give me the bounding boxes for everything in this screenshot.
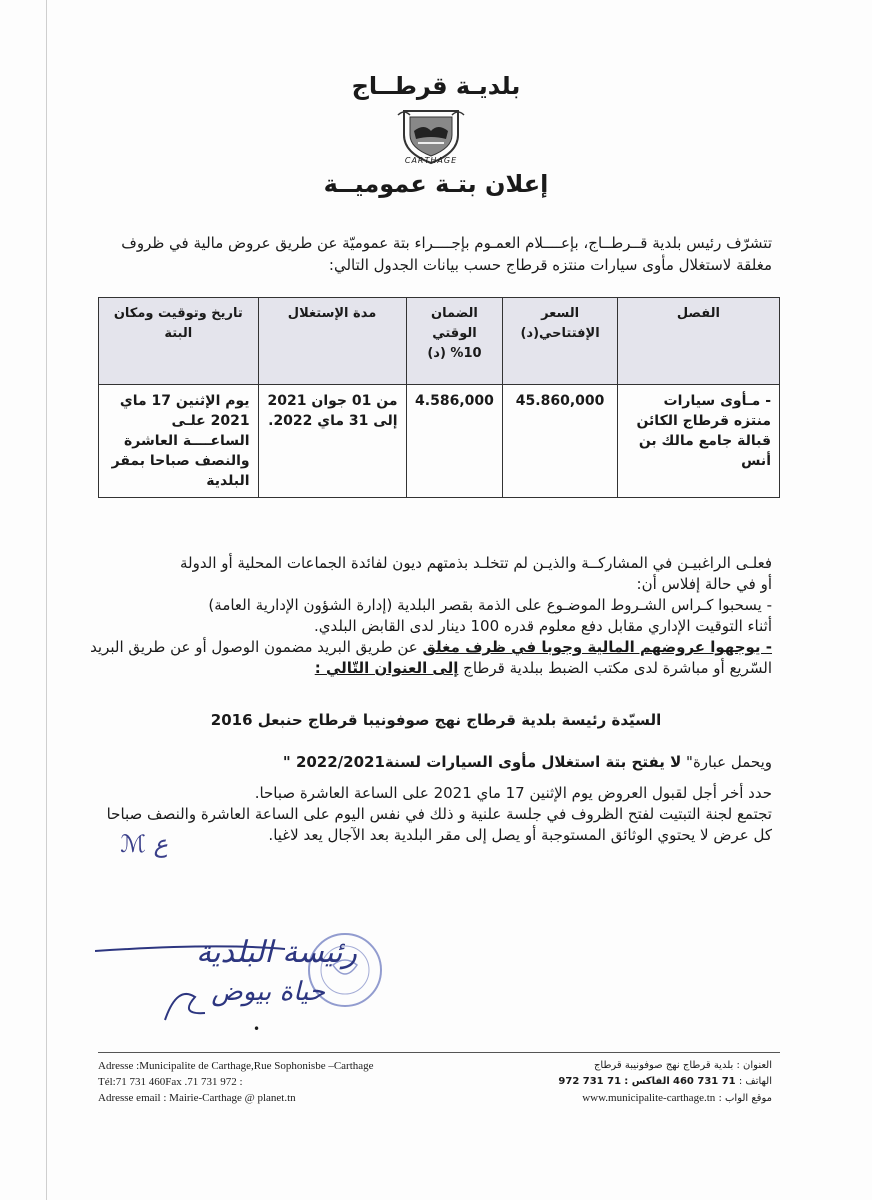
table-row <box>99 385 780 498</box>
header-lot: الفصل <box>617 298 779 385</box>
footer-website-ar <box>472 1090 772 1107</box>
envelope-note-text: لا يفتح بتة استغلال مأوى السيارات لسنة2022/2021 " <box>282 753 682 771</box>
footer-phone-number: 71 731 460 <box>673 1076 736 1087</box>
sealed-offer-emphasis: - يوجهوا عروضهم المالية وجوبا في ظرف مغلق <box>422 638 772 656</box>
mailing-address: السيّدة رئيسة بلدية قرطاج نهج صوفونيبا قرطاج حنبعل 2016 <box>210 711 662 729</box>
footer-phone-fr: Tél:71 731 460Fax .71 731 972 : <box>98 1076 243 1088</box>
announcement-title: إعلان بتـة عموميــة <box>323 170 549 198</box>
footer-fax-number: 71 731 972 <box>558 1076 622 1087</box>
footer-fax-label: الفاكس : <box>624 1076 670 1087</box>
conditions-line: أثناء التوقيت الإداري مقابل دفع معلوم قدره 100 دينار لدى القابض البلدي. <box>314 617 772 635</box>
footer-phone-label: الهاتف : <box>738 1076 772 1087</box>
conditions-line: - يسحبوا كـراس الشـروط الموضـوع على الذمة بقصر البلدية (إدارة الشؤون الإدارية العامة) <box>208 596 772 614</box>
conditions-block <box>72 553 772 679</box>
deadline-line: حدد أخر أجل لقبول العروض يوم الإثنين 17 ماي 2021 على الساعة العاشرة صباحا. <box>254 784 772 802</box>
deadline-line: كل عرض لا يحتوي الوثائق المستوجبة أو يصل إلى مقر البلدية بعد الآجال يعد لاغيا. <box>268 826 772 844</box>
deadline-line: تجتمع لجنة التبتيت لفتح الظروف في جلسة علنية و ذلك في نفس اليوم على الساعة العاشرة والنصف صباحا <box>106 805 772 823</box>
crest-label: CARTHAGE <box>404 156 458 165</box>
signature-name: حياة بيوض <box>211 977 325 1007</box>
table-header-row <box>99 298 780 385</box>
cell-period: من 01 جوان 2021 إلى 31 ماي 2022. <box>258 385 406 498</box>
municipality-name: بلديـة قرطــاج <box>351 72 521 100</box>
footer-right <box>472 1058 772 1107</box>
conditions-line <box>72 658 772 679</box>
conditions-line <box>72 637 772 658</box>
footer-address-ar: العنوان : بلدية قرطاج نهج صوفونيبة قرطاج <box>593 1060 772 1071</box>
footer-address-fr: Adresse :Municipalite de Carthage,Rue Sophonisbe –Carthage <box>98 1060 374 1072</box>
conditions-line: أو في حالة إفلاس أن: <box>636 575 772 593</box>
signature-block <box>95 925 385 1025</box>
footer-left <box>98 1058 428 1106</box>
conditions-line: فعلـى الراغبيـن في المشاركــة والذيـن لم تتخلـد بذمتهم ديون لفائدة الجماعات المحلية أو الدولة <box>180 554 772 572</box>
bid-table <box>98 297 780 498</box>
footer-website-label: موقع الواب : <box>718 1093 772 1104</box>
margin-mark: • <box>253 1022 261 1036</box>
cell-guarantee: 4.586,000 <box>406 385 503 498</box>
cell-price: 45.860,000 <box>503 385 617 498</box>
conditions-text: عن طريق البريد مضمون الوصول أو عن طريق البريد <box>90 638 423 656</box>
address-heading: إلى العنوان التّالي : <box>314 659 459 677</box>
footer-divider <box>98 1052 780 1053</box>
cell-date: يوم الإثنين 17 ماي 2021 علـى الساعــــة العاشرة والنصف صباحا بمقر البلدية <box>99 385 259 498</box>
handwritten-initials: ℳ ع <box>120 830 168 858</box>
cell-lot: - مـأوى سيارات منتزه قرطاج الكائن قبالة جامع مالك بن أنس <box>617 385 779 498</box>
envelope-note <box>72 752 772 773</box>
header-date: تاريخ وتوقيت ومكان البتة <box>99 298 259 385</box>
conditions-text: السّريع أو مباشرة لدى مكتب الضبط ببلدية قرطاج <box>458 659 772 677</box>
footer-website-link: www.municipalite-carthage.tn <box>582 1092 716 1104</box>
header-period: مدة الإستغلال <box>258 298 406 385</box>
footer-phone-ar <box>472 1074 772 1090</box>
header-guarantee: الضمان الوقتي 10% (د) <box>406 298 503 385</box>
deadline-block <box>72 783 772 846</box>
envelope-note-prefix: ويحمل عبارة" <box>681 753 772 771</box>
footer-email-fr: Adresse email : Mairie-Carthage @ planet.tn <box>98 1092 296 1104</box>
intro-paragraph: تتشرّف رئيس بلدية قــرطــاج، بإعــــلام العمـوم بإجــــراء بتة عموميّة عن طريق عروض مالية في ظروف مغلقة لاستغلال مأوى سيارات منتزه قرطاج حسب بيانات الجدول التالي: <box>121 234 772 274</box>
header-price: السعر الإفتتاحي(د) <box>503 298 617 385</box>
signature-title: رئيسة البلدية <box>196 935 357 970</box>
